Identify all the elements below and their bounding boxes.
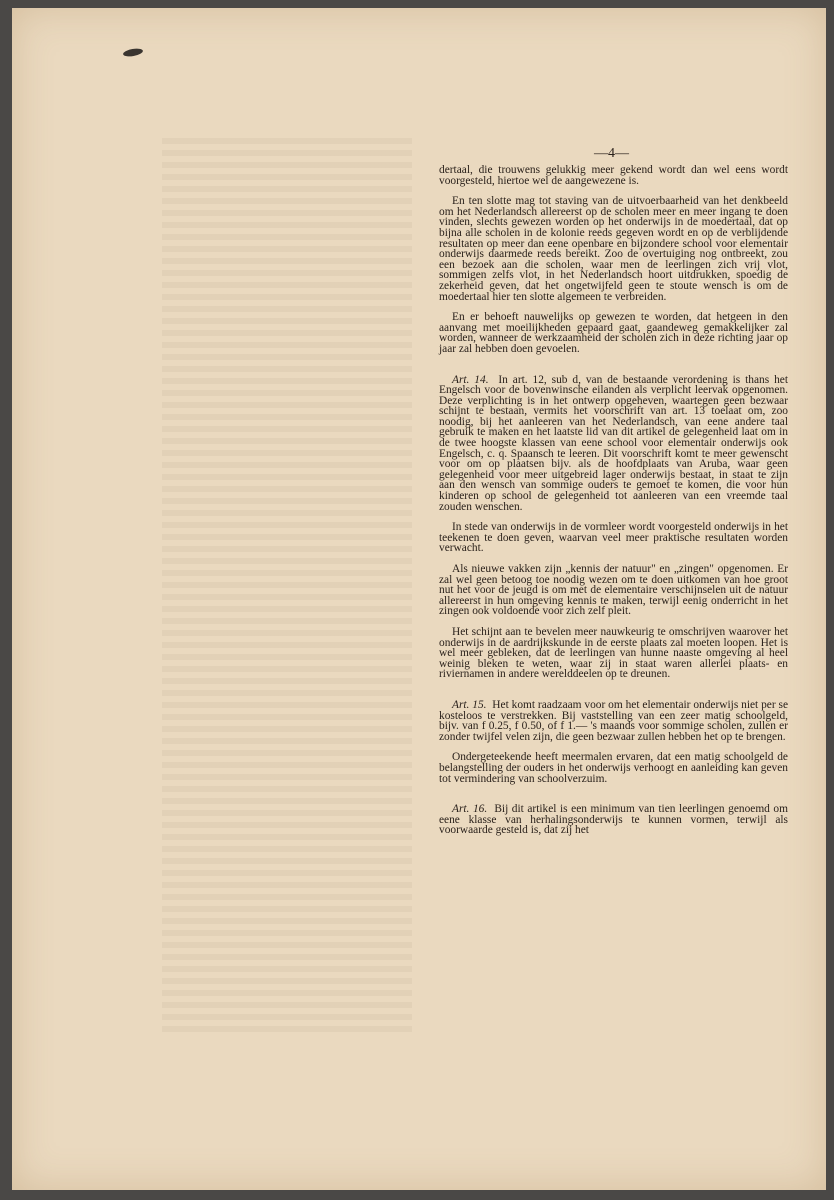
paragraph-6: Als nieuwe vakken zijn „kennis der natuur" en „zingen" opgenomen. Er zal wel geen betoog toe noodig wezen om te doen uitkomen van hoe groot nut het voor de jeugd is om met de elementaire verschijnselen uit de natuur allereerst in hun omgeving kennis te maken, terwijl eenig onderricht in het zingen ook voldoende voor zich zelf pleit. xyxy=(439,563,788,618)
paragraph-7: Het schijnt aan te bevelen meer nauwkeurig te omschrijven waarover het onderwijs in de aardrijkskunde in de eerste plaats zal moeten loopen. Het is wel meer gebleken, dat de leerlingen van hunne naaste omgeving al heel weinig bleken te weten, waar zij in staat waren allerlei plaats- en riviernamen in andere werelddeelen op te dreunen. xyxy=(439,625,788,681)
article-14-paragraph xyxy=(439,375,788,513)
paragraph-3: En er behoeft nauwelijks op gewezen te worden, dat hetgeen in den aanvang met moeilijkheden gepaard gaat, gaandeweg gemakkelijker zal worden, wanneer de werkzaamheid der scholen zich in deze richting jaar op jaar zal hebben doen gevoelen. xyxy=(439,311,788,355)
article-14-label: Art. 14. xyxy=(452,373,489,386)
paragraph-9: Ondergeteekende heeft meermalen ervaren, dat een matig schoolgeld de belangstelling der ouders in het onderwijs verhoogt en aanleiding kan geven tot vermindering van schoolverzuim. xyxy=(439,751,788,785)
article-16-label: Art. 16. xyxy=(452,803,488,816)
article-16-text: Bij dit artikel is een minimum van tien leerlingen genoemd om eene klasse van herhalingsonderwijs te kunnen vormen, terwijl als voorwaarde gesteld is, dat zij het xyxy=(439,803,788,837)
ink-spot xyxy=(123,47,144,57)
article-15-label: Art. 15. xyxy=(452,698,487,711)
paragraph-2: En ten slotte mag tot staving van de uitvoerbaarheid van het denkbeeld om het Nederlandsch allereerst op de scholen meer en meer ingang te doen vinden, slechts gewezen worden op het onderwijs in de moedertaal, dat op bijna alle scholen in de kolonie reeds gegeven wordt en op de verblijdende resultaten op meer dan eene openbare en bijzondere school voor elementair onderwijs daarmede reeds bereikt. Zoo de overtuiging nog ontbreekt, zou een bezoek aan die scholen, waar men de leerlingen zich vrij vlot, sommigen zelfs vlot, in het Nederlandsch hoort uitdrukken, spoedig de zekerheid geven, dat het ongetwijfeld geen te stoute wensch is om de moedertaal hier ten slotte algemeen te verbreiden. xyxy=(439,195,788,303)
text-column xyxy=(439,165,788,846)
paragraph-5: In stede van onderwijs in de vormleer wordt voorgesteld onderwijs in het teekenen te doen geven, waarvan veel meer praktische resultaten worden verwacht. xyxy=(439,521,788,555)
page-number: —4— xyxy=(594,146,629,161)
article-15-text: Het komt raadzaam voor om het elementair onderwijs niet per se kosteloos te verstrekken. Bij vaststelling van een zeer matig schoolgeld, bijv. van f 0.25, f 0.50, of f 1.— 's maands voor sommige scholen, zullen er zonder twijfel velen zijn, die geen bezwaar zullen hebben het op te brengen. xyxy=(439,698,789,743)
article-14-text: In art. 12, sub d, van de bestaande verordening is thans het Engelsch voor de bovenwinsche eilanden als verplicht leervak opgenomen. Deze verplichting is in het ontwerp opgeheven, waartegen geen bezwaar schijnt te bestaan, vermits het voorschrift van art. 13 toelaat om, zoo noodig, bij het aanleeren van het Nederlandsch, van eene andere taal gebruik te maken en het laatste lid van dit artikel de gelegenheid laat om in de twee hoogste klassen van eene school voor elementair onderwijs ook Engelsch, c. q. Spaansch te leeren. Dit voorschrift komt te meer gewenscht voor om op plaatsen bijv. als de hoofdplaats van Aruba, waar geen gelegenheid voor meer uitgebreid lager onderwijs bestaat, in staat te zijn aan den wensch van sommige ouders te gemoet te komen, die voor hun kinderen op school de gelegenheid tot aanleeren van een vreemde taal zouden wenschen. xyxy=(439,373,788,513)
article-16-paragraph xyxy=(439,804,788,836)
paragraph-1: dertaal, die trouwens gelukkig meer gekend wordt dan wel eens wordt voorgesteld, hiertoe wel de aangewezene is. xyxy=(439,164,788,187)
bleed-through-area xyxy=(162,138,412,1038)
article-15-paragraph xyxy=(439,700,788,742)
